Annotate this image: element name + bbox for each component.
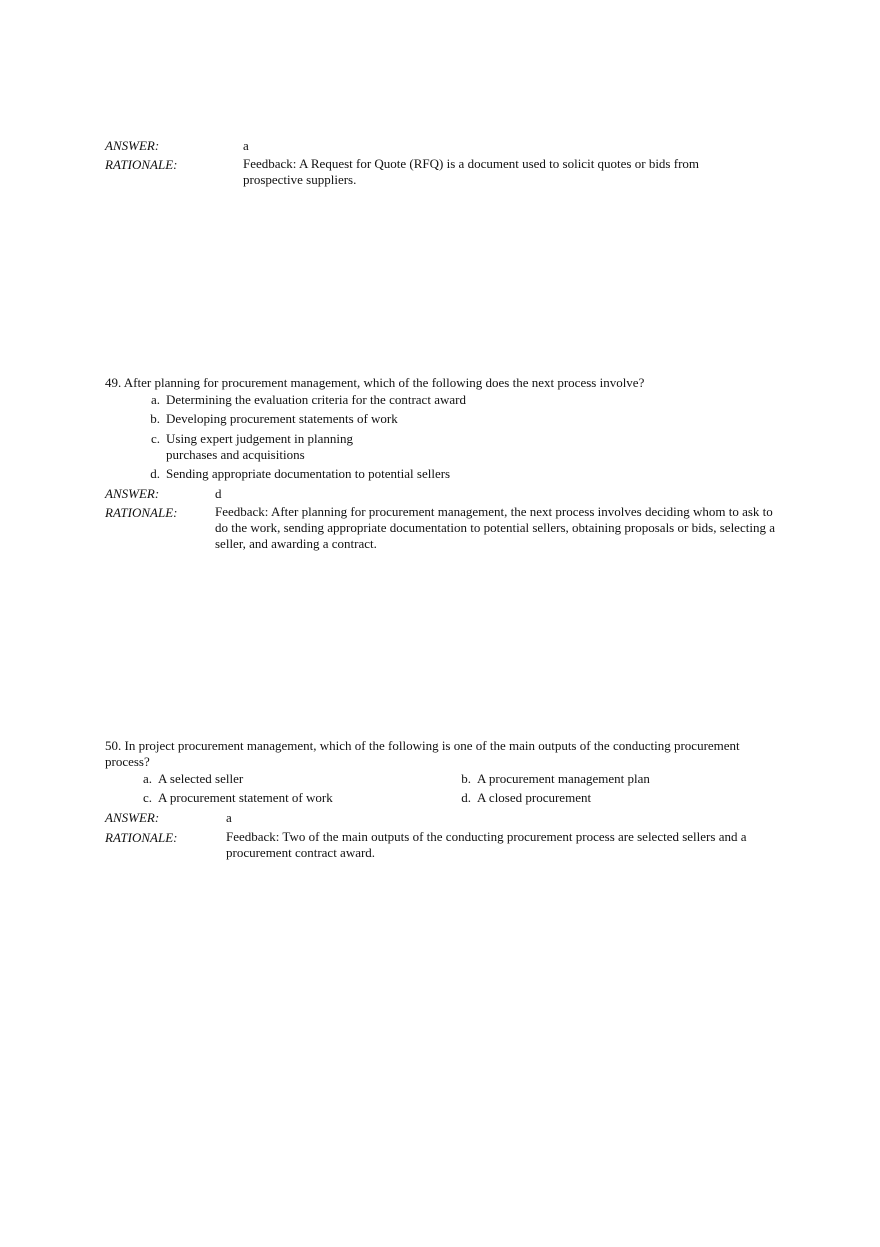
option-text: Determining the evaluation criteria for the contract award — [166, 392, 466, 407]
q49-option-a — [142, 391, 466, 408]
q50-question: 50. In project procurement management, which of the following is one of the main outputs of the conducting procurement process? — [105, 738, 740, 769]
q49-option-d — [142, 465, 450, 482]
option-letter: c. — [150, 431, 160, 446]
q48-answer-value: a — [243, 138, 249, 153]
option-text: A procurement management plan — [477, 771, 650, 786]
q49-rationale-label: RATIONALE: — [105, 505, 178, 520]
q50-answer-value: a — [226, 810, 232, 825]
q48-rationale-label: RATIONALE: — [105, 157, 178, 172]
option-text: A procurement statement of work — [158, 790, 333, 805]
q50-rationale-text: Feedback: Two of the main outputs of the conducting procurement process are selected sellers and a procurement contract award. — [226, 829, 747, 860]
option-letter: d. — [150, 466, 160, 481]
option-letter: a. — [150, 392, 160, 407]
option-text: Using expert judgement in planning — [166, 431, 354, 446]
q49-question: 49. After planning for procurement management, which of the following does the next process involve? — [105, 375, 645, 390]
q49-answer-label: ANSWER: — [105, 486, 160, 501]
q50-option-d — [453, 789, 591, 806]
option-text: A closed procurement — [477, 790, 592, 805]
option-letter: c. — [142, 790, 152, 805]
q50-option-a — [134, 770, 243, 787]
q48-answer-label: ANSWER: — [105, 138, 160, 153]
q50-option-b — [453, 770, 650, 787]
q50-rationale-label: RATIONALE: — [105, 830, 178, 845]
option-letter: b. — [461, 771, 471, 786]
q49-rationale-text: Feedback: After planning for procurement management, the next process involves deciding whom to ask to do the work, sending appropriate documentation to potential sellers, obtaining proposals or bids, selecting a seller, and awarding a contract. — [215, 504, 775, 551]
q49-answer-value: d — [215, 486, 222, 501]
option-letter: b. — [150, 411, 160, 426]
option-text: A selected seller — [158, 771, 244, 786]
q49-option-b — [142, 410, 398, 427]
q49-option-c — [142, 430, 353, 447]
q50-option-c — [134, 789, 333, 806]
q48-rationale-text: Feedback: A Request for Quote (RFQ) is a document used to solicit quotes or bids from prospective suppliers. — [243, 156, 700, 187]
q49-option-c-continued: purchases and acquisitions — [166, 447, 305, 462]
option-letter: a. — [142, 771, 152, 786]
q50-answer-label: ANSWER: — [105, 810, 160, 825]
option-letter: d. — [461, 790, 471, 805]
option-text: Sending appropriate documentation to potential sellers — [166, 466, 451, 481]
option-text: Developing procurement statements of work — [166, 411, 398, 426]
